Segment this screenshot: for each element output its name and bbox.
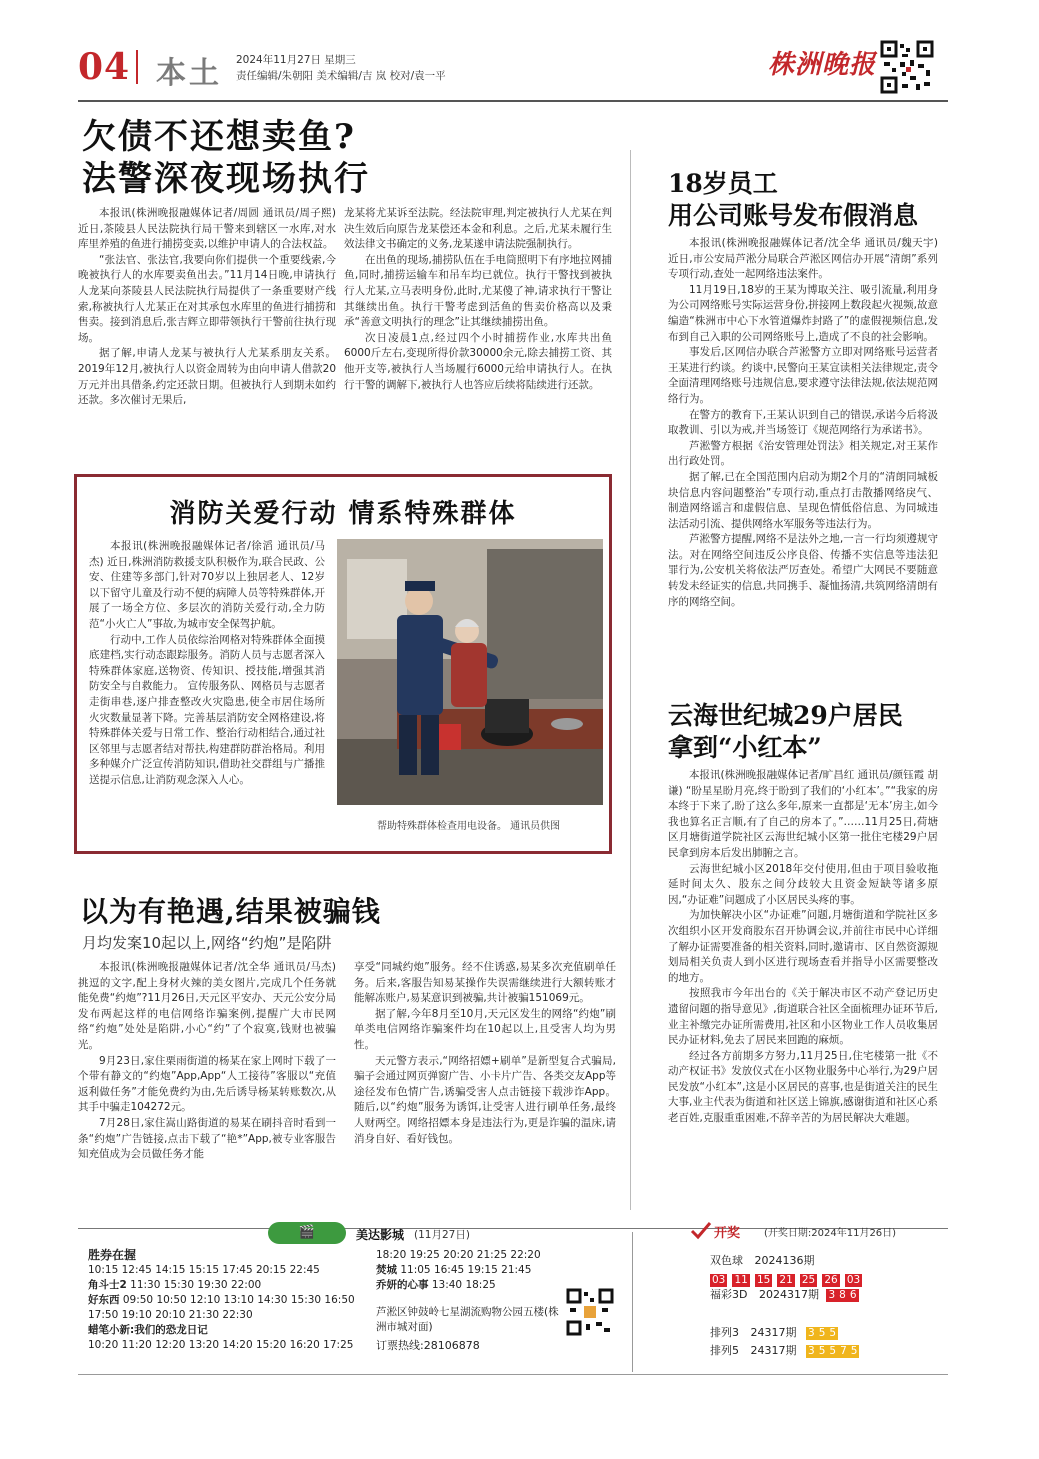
- lottery-fc3d-period: 2024317期: [758, 1288, 819, 1301]
- feature-paragraph: 本报讯(株洲晚报融媒体记者/徐滔 通讯员/马杰) 近日,株洲消防救援支队积极作为,联合民政、公安、住建等多部门,针对70岁以上独居老人、12岁以下留守儿童及行动不便的病障人员等特殊群体,开展了一场全方位、多层次的消防关爱行动,全力防范“小火亡人”事故,为城市安全保驾护航。: [89, 540, 325, 630]
- movie-title: 胜券在握: [88, 1248, 137, 1262]
- article2-paragraph: 本报讯(株洲晚报融媒体记者/沈全华 通讯员/马杰) 挑逗的文字,配上身材火辣的美女图片,完成几个任务就能免费“约炮”?11月26日,天元区平安办、天元公安分局发布两起这样的电信网络诈骗案例,提醒广大市民网络“约炮”处处是陷阱,小心“约”了个寂寞,钱财也被骗光。: [78, 961, 336, 1051]
- lottery-number: 5: [818, 1345, 826, 1357]
- lottery-number: 3: [808, 1345, 815, 1357]
- cinema-address: 芦淞区钟鼓岭七星湖流购物公园五楼(株洲市城对面): [376, 1306, 559, 1333]
- article1-headline-line1: 欠债不还想卖鱼?: [82, 117, 356, 157]
- article3-paragraph: 据了解,已在全国范围内启动为期2个月的“清朗同城板块信息内容问题整治”专项行动,重点打击散播网络戾气、制造网络谣言和虚假信息、呈现色情低俗信息、为同城违法活动引流、提供网络水军服务等违法行为。: [668, 470, 938, 530]
- article2-paragraph: 据了解,今年8月至10月,天元区发生的网络“约炮”刷单类电信网络诈骗案件均在10起以上,且受害人均为男性。: [354, 1007, 616, 1051]
- masthead: [78, 40, 948, 100]
- lottery-number: 7: [840, 1345, 847, 1357]
- cinema-qr-icon: [566, 1288, 614, 1336]
- article1-paragraph: 本报讯(株洲晚报融媒体记者/周圆 通讯员/周子熙) 近日,茶陵县人民法院执行局干警来到辖区一水库,对水库里养殖的鱼进行捕捞变卖,以维护申请人的合法权益。: [78, 207, 336, 251]
- masthead-divider: [136, 50, 138, 84]
- article4-paragraph: 云海世纪城小区2018年交付使用,但由于项目验收拖延时间太久、股东之间分歧较大且资金短缺等诸多原因,“办证难”问题成了小区居民头疼的事。: [668, 862, 938, 906]
- article3-paragraph: 芦淞警方提醒,网络不是法外之地,一言一行均须遵规守法。对在网络空间违反公序良俗、传播不实信息等违法犯罪行为,公安机关将依法严厉查处。希望广大网民不要随意转发未经证实的信息,共同携手、凝恤扬清,共筑网络清朗有序的网络空间。: [668, 533, 938, 608]
- issue-date: 2024年11月27日 星期三: [236, 54, 356, 66]
- feature-text: [89, 539, 325, 789]
- lottery-ball-blue: 03: [846, 1274, 861, 1286]
- feature-photo: [337, 539, 603, 805]
- article3-paragraph: 11月19日,18岁的王某为博取关注、吸引流量,利用身为公司网络账号实际运营身份,拼接网上数段起火视频,故意编造“株洲市中心下水管道爆炸封路了”的虚假视频信息,发布到自己入职的公司网络账号上,造成了不良的社会影响。: [668, 283, 938, 343]
- lottery-ball-red: 15: [756, 1274, 771, 1286]
- feature-paragraph: 行动中,工作人员依综治网格对特殊群体全面摸底建档,实行动态跟踪服务。消防人员与志愿者深入特殊群体家庭,送物资、传知识、授技能,增强其消防安全与自救能力。 宣传服务队、网格员与志愿者走街串巷,逐户排查整改火灾隐患,使全市居住场所火灾数量显著下降。完善基层消防安全网格建设,将特殊群体关爱与日常工作、整治行动相结合,通过社区邻里与志愿者结对帮扶,构建群防群治格局。利用多种媒介广泛宣传消防知识,借助社交群组与广播推送提示信息,让消防观念深入人心。: [89, 633, 325, 786]
- lottery-number: 5: [829, 1345, 837, 1357]
- movie-times: 11:30 15:30 19:30 22:00: [130, 1279, 262, 1291]
- lottery-pl3: [710, 1324, 838, 1340]
- lottery-ssq-numbers: [710, 1268, 862, 1287]
- feature-caption: 帮助特殊群体检查用电设备。 通讯员供图: [377, 821, 561, 832]
- film-icon: 🎬: [298, 1225, 316, 1240]
- article3-headline-line2: 用公司账号发布假消息: [668, 201, 919, 230]
- article1-headline: [82, 116, 370, 200]
- lottery-pl5-period: 24317期: [750, 1344, 797, 1357]
- column-divider: [630, 150, 631, 1210]
- feature-headline: 消防关爱行动 情系特殊群体: [169, 499, 517, 529]
- article4-paragraph: 为加快解决小区“办证难”问题,月塘街道和学院社区多次组织小区开发商股东召开协调会议,并前往市民中心详细了解办证需要准备的相关资料,同时,邀请市、区自然资源规划局相关负责人到小区进行现场查看并指导小区需要整改的地方。: [668, 909, 938, 984]
- cinema-title: 美达影城: [356, 1228, 405, 1242]
- movie-times: 11:05 16:45 19:15 21:45: [400, 1264, 532, 1276]
- article1-col2: [344, 206, 612, 393]
- article3-paragraph: 本报讯(株洲晚报融媒体记者/沈全华 通讯员/魏天宇) 近日,市公安局芦淞分局联合芦淞区网信办开展“清朗”系列专项行动,查处一起网络违法案件。: [668, 237, 938, 281]
- lottery-pl3-label: 排列3: [710, 1326, 739, 1339]
- article3-paragraph: 芦淞警方根据《治安管理处罚法》相关规定,对王某作出行政处罚。: [668, 439, 938, 468]
- article4-paragraph: 本报讯(株洲晚报融媒体记者/旷昌红 通讯员/颜钰霞 胡谦) “盼星星盼月亮,终于盼到了我们的‘小红本’。”“我家的房本终于下来了,盼了这么多年,原来一直都是‘无本’房主,如今我也算名正言顺,有了自己的房本了。”……11月25日,荷塘区月塘街道学院社区云海世纪城小区第一批住宅楼29户居民拿到房本后发出肺腑之言。: [668, 769, 939, 859]
- article4-paragraph: 按照我市今年出台的《关于解决市区不动产登记历史遗留问题的指导意见》,街道联合社区全面梳理办证环节后,业主补缴完办证所需费用,社区和小区物业工作人员收集居民办证材料,免去了居民来回跑的麻烦。: [668, 987, 938, 1047]
- article3-headline: [668, 168, 918, 232]
- article2-col2: [354, 960, 616, 1147]
- editors-line: 责任编辑/朱朝阳 美术编辑/吉 岚 校对/袁一平: [236, 70, 446, 82]
- article4-headline-line2: 拿到“小红本”: [668, 733, 822, 762]
- lottery-number: 3: [808, 1327, 815, 1339]
- cinema-date: (11月27日): [414, 1229, 470, 1241]
- article2-subhead: 月均发案10起以上,网络“约炮”是陷阱: [82, 934, 332, 952]
- lottery-fc3d-label: 福彩3D: [710, 1288, 748, 1301]
- bottom-divider: [632, 1232, 633, 1372]
- article2-col1: [78, 960, 336, 1163]
- article1-col1: [78, 206, 336, 409]
- section-name: 本土: [156, 56, 222, 91]
- article3-headline-line1: 18岁员工: [668, 169, 778, 198]
- article1-headline-line2: 法警深夜现场执行: [82, 159, 370, 199]
- article1-paragraph: 据了解,申请人龙某与被执行人尤某系朋友关系。2019年12月,被执行人以资金周转为由向申请人借款20万元并出具借条,约定还款日期。但被执行人到期未如约还款。多次催讨无果后,: [78, 347, 336, 407]
- article1-paragraph: 龙某将尤某诉至法院。经法院审理,判定被执行人尤某在判决生效后向原告龙某偿还本金和利息。之后,尤某未履行生效法律文书确定的义务,龙某遂申请法院强制执行。: [344, 207, 612, 251]
- lottery-number: 3: [828, 1289, 836, 1301]
- movie-times: 09:50 10:50 12:10 13:10 14:30 15:30 16:50 17:50 19:10 20:10 21:30 22:30: [88, 1294, 355, 1321]
- lottery-number: 5: [850, 1345, 858, 1357]
- masthead-rule: [78, 100, 948, 102]
- article4-headline: [668, 700, 903, 764]
- cinema-listings-left: [88, 1248, 370, 1353]
- lottery-number: 5: [818, 1327, 826, 1339]
- lottery-fc3d: [710, 1286, 859, 1302]
- lottery-ball-red: 26: [824, 1274, 838, 1286]
- footer-rule: [78, 1374, 948, 1375]
- lottery-number: 8: [839, 1289, 846, 1301]
- qr-code-icon: [880, 40, 934, 94]
- movie-times: 10:15 12:45 14:15 15:15 17:45 20:15 22:45: [88, 1264, 320, 1276]
- article3-body: [668, 236, 938, 610]
- movie-title: 好东西: [88, 1294, 120, 1306]
- paper-logo: 株洲晚报: [768, 50, 877, 80]
- cinema-listings-right: [376, 1248, 562, 1353]
- page-number: 04: [78, 46, 131, 88]
- cinema-panel: [78, 1222, 618, 1370]
- lottery-date: (开奖日期:2024年11月26日): [764, 1228, 897, 1239]
- lottery-ssq-period: 2024136期: [754, 1254, 815, 1267]
- lottery-ssq-label: 双色球: [710, 1254, 743, 1267]
- feature-box: [74, 474, 612, 854]
- article3-paragraph: 事发后,区网信办联合芦淞警方立即对网络账号运营者王某进行约谈。约谈中,民警向王某宣读相关法律规定,责令全面清理网络账号违规信息,要求遵守法律法规,依法规范网络行为。: [668, 346, 938, 405]
- movie-title: 焚城: [376, 1264, 397, 1276]
- lottery-panel: [690, 1222, 948, 1370]
- article4-headline-line1: 云海世纪城29户居民: [668, 701, 903, 730]
- article4-paragraph: 经过各方前期多方努力,11月25日,住宅楼第一批《不动产权证书》发放仪式在小区物业服务中心举行,为29户居民发放“小红本”,这是小区居民的喜事,也是街道关注的民生大事,业主代表为街道和社区送上锦旗,感谢街道和社区心系老百姓,克服重重困难,不辞辛苦的为居民解决大难题。: [668, 1049, 938, 1125]
- movie-title: 角斗士2: [88, 1279, 127, 1291]
- lottery-number: 5: [829, 1327, 837, 1339]
- movie-times: 18:20 19:25 20:20 21:25 22:20: [376, 1249, 541, 1261]
- article4-body: [668, 768, 938, 1127]
- lottery-ball-red: 11: [734, 1274, 748, 1286]
- movie-times: 13:40 18:25: [431, 1279, 496, 1291]
- lottery-number: 6: [849, 1289, 857, 1301]
- lottery-pl3-period: 24317期: [750, 1326, 797, 1339]
- cinema-hotline: 订票热线:28106878: [376, 1339, 480, 1352]
- article2-headline: 以为有艳遇,结果被骗钱: [80, 895, 381, 928]
- movie-times: 10:20 11:20 12:20 13:20 14:20 15:20 16:20 17:25: [88, 1339, 354, 1351]
- article3-paragraph: 在警方的教育下,王某认识到自己的错误,承诺今后将汲取教训、引以为戒,并当场签订《规范网络行为承诺书》。: [668, 408, 938, 437]
- cinema-badge: [268, 1222, 346, 1244]
- article2-paragraph: 享受“同城约炮”服务。经不住诱惑,易某多次充值刷单任务。后来,客服告知易某操作失误需继续进行大额转账才能解冻账户,易某意识到被骗,共计被骗151069元。: [354, 961, 616, 1005]
- article1-paragraph: “张法官、张法官,我要向你们提供一个重要线索,今晚被执行人的水库要卖鱼出去。”11月14日晚,申请执行人龙某向茶陵县人民法院执行局提供了一条重要财产线索,称被执行人尤某正在对其承包水库里的鱼进行捕捞和售卖。接到消息后,张吉辉立即带领执行干警前往执行现场。: [78, 253, 336, 344]
- lottery-title: 开奖: [714, 1226, 741, 1241]
- checkmark-icon: [690, 1220, 712, 1242]
- lottery-pl5: [710, 1342, 859, 1358]
- article2-paragraph: 9月23日,家住栗雨街道的杨某在家上网时下载了一个带有静文的“约炮”App,App“人工接待”客服以“充值返利做任务”才能免费约为由,先后诱导杨某转账数次,从其手中骗走104272元。: [78, 1054, 336, 1114]
- article1-paragraph: 次日凌晨1点,经过四个小时捕捞作业,水库共出鱼6000斤左右,变现所得价款30000余元,除去捕捞工资、其他开支等,被执行人当场履行6000元给申请执行人。在执行干警的调解下,被执行人也答应后续将陆续进行还款。: [344, 331, 612, 391]
- article2-paragraph: 天元警方表示,“网络招嫖+刷单”是新型复合式骗局,骗子会通过网页弹窗广告、小卡片广告、各类交友App等途径发布色情广告,诱骗受害人点击链接下载涉诈App。随后,以“约炮”服务为诱饵,让受害人进行刷单任务,最终人财两空。网络招嫖本身是违法行为,更是诈骗的温床,请消身自好、看好钱包。: [354, 1054, 617, 1145]
- lottery-ssq: [710, 1252, 815, 1268]
- lottery-pl5-label: 排列5: [710, 1344, 739, 1357]
- movie-title: 蜡笔小新:我们的恐龙日记: [88, 1324, 208, 1336]
- article2-paragraph: 7月28日,家住嵩山路街道的易某在刷抖音时看到一条“约炮”广告链接,点击下载了“艳*”App,被专业客服告知充值成为会员做任务才能: [78, 1116, 336, 1161]
- lottery-ball-red: 03: [712, 1274, 726, 1286]
- lottery-ball-red: 25: [801, 1274, 816, 1286]
- article1-paragraph: 在出鱼的现场,捕捞队伍在手电筒照明下有序地拉网捕鱼,同时,捕捞运输车和吊车均已就位。执行干警找到被执行人尤某,立马表明身份,此时,尤某傻了神,请求执行干警让其继续出鱼。执行干警考虑到活鱼的售卖价格高以及秉承“善意文明执行的理念”让其继续捕捞出鱼。: [344, 253, 612, 329]
- lottery-ball-red: 21: [779, 1274, 793, 1286]
- movie-title: 乔妍的心事: [376, 1279, 429, 1291]
